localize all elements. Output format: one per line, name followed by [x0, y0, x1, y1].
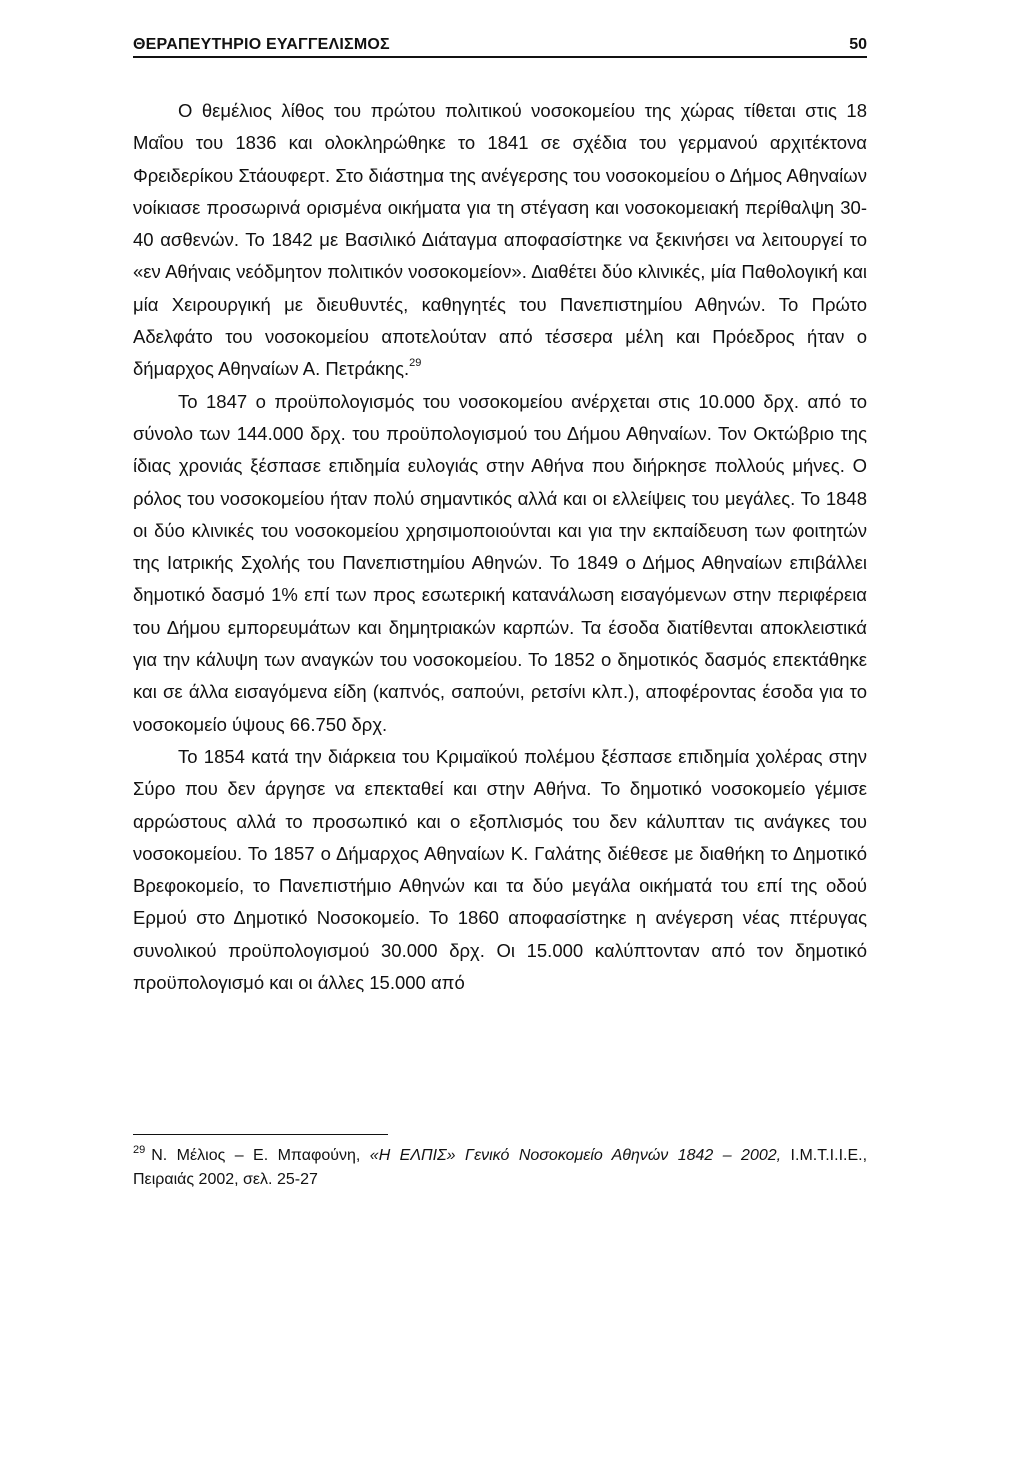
page-number: 50: [849, 36, 867, 53]
running-header: [133, 30, 867, 58]
paragraph-2-text: Το 1847 ο προϋπολογισμός του νοσοκομείου ανέρχεται στις 10.000 δρχ. από το σύνολο των 144.000 δρχ. του προϋπολογισμού του Δήμου Αθηναίων. Τον Οκτώβριο της ίδιας χρονιάς ξέσπασε επιδημία ευλογιάς στην Αθήνα που διήρκησε πολλούς μήνες. Ο ρόλος του νοσοκομείου ήταν πολύ σημαντικός αλλά και οι ελλείψεις του μεγάλες. Το 1848 οι δύο κλινικές του νοσοκομείου χρησιμοποιούνται και για την εκπαίδευση των φοιτητών της Ιατρικής Σχολής του Πανεπιστημίου Αθηνών. Το 1849 ο Δήμος Αθηναίων επιβάλλει δημοτικό δασμό 1% επί των προς εσωτερική κατανάλωση εισαγόμενων στην περιφέρεια του Δήμου εμπορευμάτων και δημητριακών καρπών. Τα έσοδα διατίθενται αποκλειστικά για την κάλυψη των αναγκών του νοσοκομείου. Το 1852 ο δημοτικός δασμός επεκτάθηκε και σε άλλα εισαγόμενα είδη (καπνός, σαπούνι, ρετσίνι κλπ.), αποφέροντας έσοδα για το νοσοκομείο ύψους 66.750 δρχ.: [133, 390, 867, 735]
paragraph-3: [133, 741, 867, 999]
footnote-separator: [133, 1134, 388, 1135]
body-text: [133, 95, 867, 999]
header-title: ΘΕΡΑΠΕΥΤΗΡΙΟ ΕΥΑΓΓΕΛΙΣΜΟΣ: [133, 36, 390, 53]
paragraph-1-text: Ο θεμέλιος λίθος του πρώτου πολιτικού νοσοκομείου της χώρας τίθεται στις 18 Μαΐου του 1836 και ολοκληρώθηκε το 1841 σε σχέδια του γερμανού αρχιτέκτονα Φρειδερίκου Στάουφερτ. Στο διάστημα της ανέγερσης του νοσοκομείου ο Δήμος Αθηναίων νοίκιασε προσωρινά ορισμένα οικήματα για τη στέγαση και νοσοκομειακή περίθαλψη 30-40 ασθενών. Το 1842 με Βασιλικό Διάταγμα αποφασίστηκε να ξεκινήσει να λειτουργεί το «εν Αθήναις νεόδμητον πολιτικόν νοσοκομείον». Διαθέτει δύο κλινικές, μία Παθολογική και μία Χειρουργική με διευθυντές, καθηγητές του Πανεπιστημίου Αθηνών. Το Πρώτο Αδελφάτο του νοσοκομείου αποτελούταν από τέσσερα μέλη και Πρόεδρος ήταν ο δήμαρχος Αθηναίων Α. Πετράκης.: [133, 100, 867, 380]
paragraph-3-text: Το 1854 κατά την διάρκεια του Κριμαϊκού πολέμου ξέσπασε επιδημία χολέρας στην Σύρο που δεν άργησε να επεκταθεί και στην Αθήνα. Το δημοτικό νοσοκομείο γέμισε αρρώστους αλλά το προσωπικό και ο εξοπλισμός του δεν κάλυπταν τις ανάγκες του νοσοκομείου. Το 1857 ο Δήμαρχος Αθηναίων Κ. Γαλάτης διέθεσε με διαθήκη το Δημοτικό Βρεφοκομείο, το Πανεπιστήμιο Αθηνών και τα δύο μεγάλα οικήματά του επί της οδού Ερμού στο Δημοτικό Νοσοκομείο. Το 1860 αποφασίστηκε η ανέγερση νέας πτέρυγας συνολικού προϋπολογισμού 30.000 δρχ. Οι 15.000 καλύπτονταν από τον δημοτικό προϋπολογισμό και οι άλλες 15.000 από: [133, 745, 867, 994]
footnote-authors: Ν. Μέλιος – Ε. Μπαφούνη,: [151, 1147, 361, 1164]
footnote: [133, 1144, 867, 1192]
paragraph-2: [133, 386, 867, 741]
paragraph-1: [133, 95, 867, 386]
footnote-reference[interactable]: 29: [409, 357, 422, 370]
footnote-number: 29: [133, 1144, 146, 1156]
footnote-title: «Η ΕΛΠΙΣ» Γενικό Νοσοκομείο Αθηνών 1842 – 2002,: [369, 1147, 782, 1164]
footnote-publisher: Ι.Μ.Τ.Ι.Ι.Ε., Πειραιάς 2002, σελ. 25-27: [133, 1147, 868, 1188]
